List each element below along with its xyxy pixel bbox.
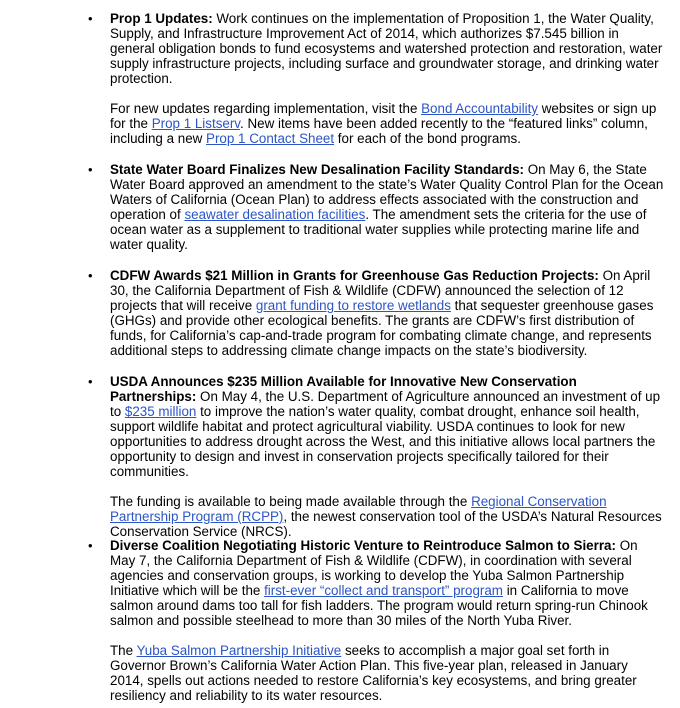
item-body [110, 374, 664, 539]
item-body [110, 162, 664, 252]
item-text: On May 6, the State Water Board approved an amendment to the state’s Water Quality Control Plan for the Ocean Waters of California (Ocean Plan) to address effects associated with the construction and operation of [110, 162, 664, 222]
list-item-desalination [88, 162, 664, 252]
bullet-icon: • [88, 538, 93, 553]
prop1-listserv-link[interactable]: Prop 1 Listserv [151, 116, 241, 131]
item-text: . The amendment sets the criteria for the use of ocean water as a supplement to traditional water supplies while protecting marine life and water quality. [110, 207, 647, 252]
item-body [110, 538, 664, 703]
paragraph [110, 643, 664, 703]
item-text: On May 7, the California Department of Fish & Wildlife (CDFW), in coordination with several agencies and conservation groups, is working to develop the Yuba Salmon Partnership Initiative which will be the [110, 538, 638, 598]
list-item-cdfw-grants [88, 268, 664, 358]
item-text: to improve the nation’s water quality, combat drought, enhance soil health, support wildlife habitat and protect agricultural viability. USDA continues to look for new opportunities to address drought across the West, and this initiative allows local partners the opportunity to design and invest in conservation projects specifically tailored for their communities. [110, 404, 656, 479]
bullet-icon: • [88, 374, 93, 389]
item-body [110, 268, 664, 358]
item-text: in California to move salmon around dams too tall for fish ladders. The program would return spring-run Chinook salmon and possible steelhead to more than 30 miles of the North Yuba River. [110, 583, 648, 628]
item-text: seeks to accomplish a major goal set forth in Governor Brown’s California Water Action Plan. This five-year plan, released in January 2014, spells out actions needed to restore California’s key ecosystems, and bring greater resiliency and reliability to its water resources. [110, 643, 637, 703]
item-heading: State Water Board Finalizes New Desalination Facility Standards: [110, 162, 524, 177]
paragraph [110, 374, 664, 479]
paragraph [110, 101, 664, 146]
collect-transport-link[interactable]: first-ever “collect and transport” program [264, 583, 503, 598]
paragraph [110, 268, 664, 358]
item-heading: Prop 1 Updates: [110, 11, 213, 26]
bullet-icon: • [88, 162, 93, 177]
235-million-link[interactable]: $235 million [124, 404, 197, 419]
seawater-desalination-link[interactable]: seawater desalination facilities [184, 207, 366, 222]
bullet-icon: • [88, 11, 93, 26]
bullet-icon: • [88, 268, 93, 283]
list-item-prop1 [88, 11, 664, 146]
yuba-salmon-initiative-link[interactable]: Yuba Salmon Partnership Initiative [136, 643, 342, 658]
item-text: Work continues on the implementation of Proposition 1, the Water Quality, Supply, and Infrastructure Improvement Act of 2014, which authorizes $7.545 billion in general obligation bonds to fund ecosystems and watershed protection and restoration, water supply infrastructure projects, including surface and groundwater storage, and drinking water protection. [110, 11, 663, 86]
item-text: websites or sign up for the [110, 101, 657, 131]
paragraph [110, 162, 664, 252]
paragraph [110, 494, 664, 539]
paragraph [110, 11, 664, 86]
paragraph [110, 538, 664, 628]
prop1-contact-sheet-link[interactable]: Prop 1 Contact Sheet [206, 131, 335, 146]
item-text: that sequester greenhouse gases (GHGs) and provide other ecological benefits. The grants are CDFW’s first distribution of funds, for California’s cap-and-trade program for combating climate change, and represents additional steps to addressing climate change impacts on the state’s biodiversity. [110, 298, 654, 358]
item-text: The funding is available to being made available through the [110, 494, 472, 509]
item-text: , the newest conservation tool of the USDA’s Natural Resources Conservation Service (NRCS). [110, 509, 662, 539]
list-item-usda [88, 374, 664, 539]
item-heading: CDFW Awards $21 Million in Grants for Greenhouse Gas Reduction Projects: [110, 268, 599, 283]
item-text: For new updates regarding implementation, visit the [110, 101, 422, 116]
item-text: On May 4, the U.S. Department of Agriculture announced an investment of up to [110, 389, 661, 419]
item-text: for each of the bond programs. [334, 131, 521, 146]
list-item-salmon [88, 538, 664, 703]
item-text: On April 30, the California Department of Fish & Wildlife (CDFW) announced the selection of 12 projects that will receive [110, 268, 651, 313]
item-heading: USDA Announces $235 Million Available for Innovative New Conservation Partnerships: [110, 374, 577, 404]
item-text: The [110, 643, 137, 658]
item-body [110, 11, 664, 146]
rcpp-link[interactable]: Regional Conservation Partnership Program (RCPP) [110, 494, 607, 524]
item-heading: Diverse Coalition Negotiating Historic Venture to Reintroduce Salmon to Sierra: [110, 538, 616, 553]
wetlands-grant-link[interactable]: grant funding to restore wetlands [255, 298, 451, 313]
bond-accountability-link[interactable]: Bond Accountability [421, 101, 538, 116]
item-text: . New items have been added recently to the “featured links” column, including a new [110, 116, 648, 146]
